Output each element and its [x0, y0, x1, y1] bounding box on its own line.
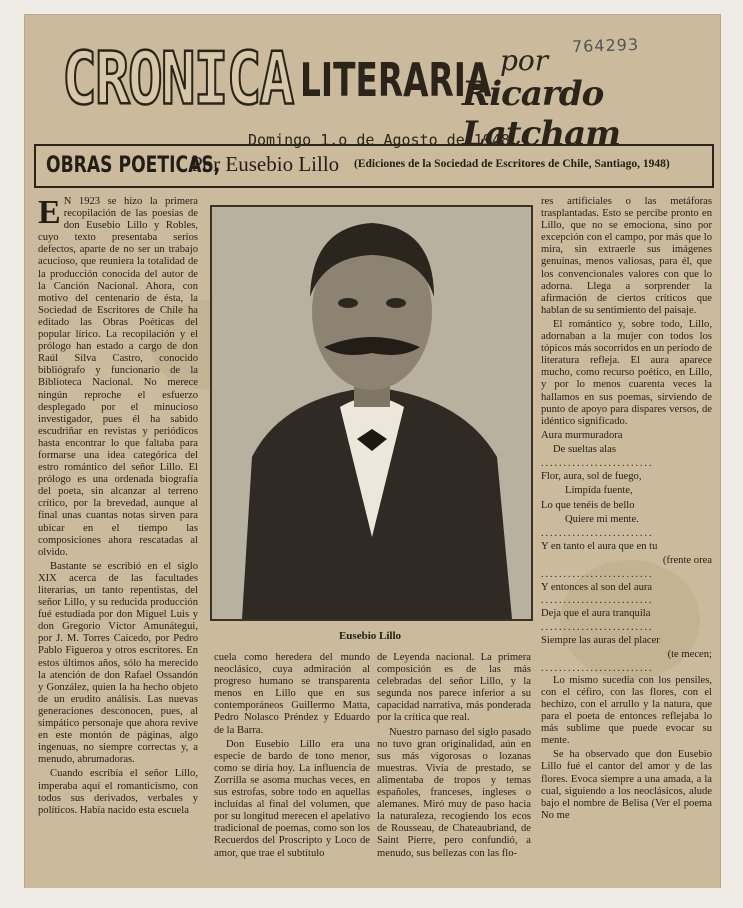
column-4	[541, 196, 712, 824]
article-edition: (Ediciones de la Sociedad de Escritores de Chile, Santiago, 1948)	[354, 158, 670, 170]
paragraph: Cuando escribía el señor Lillo, imperaba aquí el romanticismo, con todos sus derivados, verbales y políticos. Había nacido esta escuela	[38, 768, 198, 816]
paragraph: Lo mismo sucedía con los pensiles, con el céfiro, con las flores, con el hechizo, con el arrullo y la natura, que para el poeta de entonces reflejaba lo más sublime que puede evocar su mente.	[541, 674, 712, 747]
paragraph: El romántico y, sobre todo, Lillo, adornaban a la mujer con todos los tópicos más socorridos en un período de literatura refleja. El aura aparece mucho, como recurso poético, en Lillo, y por lo menos cuarenta veces la hallamos en sus poemas, sirviendo de punto de apoyo para dispares versos, de idéntico significado.	[541, 318, 712, 427]
paragraph: res artificiales o las metáforas trasplantadas. Esto se percibe pronto en Lillo, que no se emociona, sino por excepción con el campo, por más que lo mira, sin extraerle sus imágenes genuinas, menos valiosas, para él, que los convencionales valores con que lo adorna. Llega a sorprender la afirmación de ciertos críticos que hablan de su sentimiento del paisaje.	[541, 196, 712, 316]
verse-separator: .........................	[541, 621, 654, 633]
verse-line: Y entonces al son del aura	[541, 581, 653, 593]
paragraph: de Leyenda nacional. La primera composición es de las más celebradas del señor Lillo, y la segunda nos parece inferior a su capacidad narrativa, más ponderada por la crítica que real.	[377, 652, 531, 724]
article-title: OBRAS POETICAS,	[46, 153, 221, 178]
verse-line: Flor, aura, sol de fuego,	[541, 470, 642, 482]
verse-line: Lo que tenéis de bello	[541, 499, 635, 511]
paragraph: E N 1923 se hizo la primera recopilación de las poesías de don Eusebio Lillo y Robles, cuyo texto presentaba serios defectos, aparte de no ser un trabajo acucioso, que reuniera la totalidad de la producción conocida del autor de la Canción Nacional. Ahora, con motivo del centenario de ésta, la Sociedad de Escritores de Chile ha editado las Obras Poéticas del popular lírico. La recopilación y el prólogo han estado a cargo de don Raúl Silva Castro, conocido bibliógrafo y funcionario de la Biblioteca Nacional. No merece ningún reproche el esfuerzo desplegado por el minucioso investigador, pues él ha sabido escudriñar en revistas y periódicos hasta encontrar lo que faltaba para formarse una idea categórica del estro romántico del señor Lillo. El prólogo es una ordenada biografía del poeta, sin alcanzar al terreno crítico, por la brevedad, aunque al final unas cuantas notas sirven para ubicar en el tiempo las composiciones ahora rescatadas al olvido.	[38, 194, 198, 558]
masthead-por: por	[500, 44, 549, 77]
masthead-author: Ricardo Latcham	[462, 74, 621, 154]
verse-separator: .........................	[541, 595, 654, 607]
verse-line: (te mecen;	[667, 649, 712, 661]
verse-line: Deja que el aura tranquila	[541, 608, 651, 620]
paragraph: Se ha observado que don Eusebio Lillo fué el cantor del amor y de las flores. Evoca siempre a una amada, a la cual, siguiendo a los neoclásicos, alude bajo el nombre de Belisa (Ver el poema No me	[541, 749, 712, 821]
photo-caption: Eusebio Lillo	[338, 630, 402, 642]
page-bottom-margin	[24, 888, 721, 908]
handwritten-number: 764293	[571, 34, 640, 57]
verse-line: Límpida fuente,	[565, 485, 633, 497]
drop-cap: E	[38, 194, 61, 231]
column-2	[214, 652, 370, 862]
paragraph: Don Eusebio Lillo era una especie de bardo de tono menor, como se diría hoy. La influencia de Zorrilla se asoma muchas veces, en sus estrofas, sobre todo en aquellas incluídas al final del volumen, que por su longitud merecen el apelativo tradicional de poemas, como son los Recuerdos del Proscripto y Loco de amor, que trae el subtítulo	[214, 738, 370, 859]
verse-line: De sueltas alas	[553, 444, 616, 456]
publication-date: Domingo 1.o de Agosto de 1948.-	[248, 131, 528, 149]
verse-separator: .........................	[541, 568, 654, 580]
verse-line: Siempre las auras del placer	[541, 634, 660, 646]
masthead-title-literaria: LITERARIA	[300, 54, 492, 108]
verse-separator: .........................	[541, 457, 654, 469]
portrait-photo	[210, 205, 533, 621]
paragraph: cuela como heredera del mundo neoclásico, cuya admiración al progreso humano se transparenta menos en Lillo que en sus contemporáneos Guillermo Matta, Pedro Nolasco Préndez y Eduardo de la Barra.	[214, 652, 370, 736]
verse-separator: .........................	[541, 662, 654, 674]
paragraph: Bastante se escribió en el siglo XIX acerca de las facultades literarias, un tanto repentistas, del señor Lillo, y su reducida producción fué estudiada por don Miguel Luis y don Gregorio Víctor Amunátegui, por J. M. Torres Caicedo, por Pedro Pablo Figueroa y otros escritores. En estos últimos años, sólo ha merecido la atención de don Rafael Ossandón y González, quien la ha hecho objeto de un erudito análisis. Las nuevas generaciones desconocen, pues, al simpático personaje que ahora revive en este montón de páginas, algo ingenuas, no siempre correctas y, a menudo, abrumadoras.	[38, 560, 198, 766]
verse-line: Y en tanto el aura que en tu	[541, 540, 658, 552]
masthead-title-cronica: CRONICA	[62, 35, 293, 121]
verse-line: Aura murmuradora	[541, 429, 623, 441]
verse-separator: .........................	[541, 527, 654, 539]
verse-line: (frente orea	[662, 555, 712, 567]
column-3	[377, 652, 531, 862]
article-header-box	[34, 144, 714, 188]
paragraph: Nuestro parnaso del siglo pasado no tuvo gran originalidad, aún en sus más vigorosas o lozanas muestras. Vivía de prestado, se alimentaba de tropos y temas españoles, franceses, ingleses o alemanes. Miró muy de paso hacia la naturaleza, recogiendo los ecos de Rousseau, de Chateaubriand, de Saint Pierre, pero confundió, a menudo, sus bellezas con las flo-	[377, 726, 531, 859]
column-1	[38, 196, 198, 819]
portrait-image	[212, 207, 531, 619]
verse-line: Quiere mi mente.	[565, 514, 639, 526]
article-byline: Por Eusebio Lillo	[191, 152, 340, 176]
